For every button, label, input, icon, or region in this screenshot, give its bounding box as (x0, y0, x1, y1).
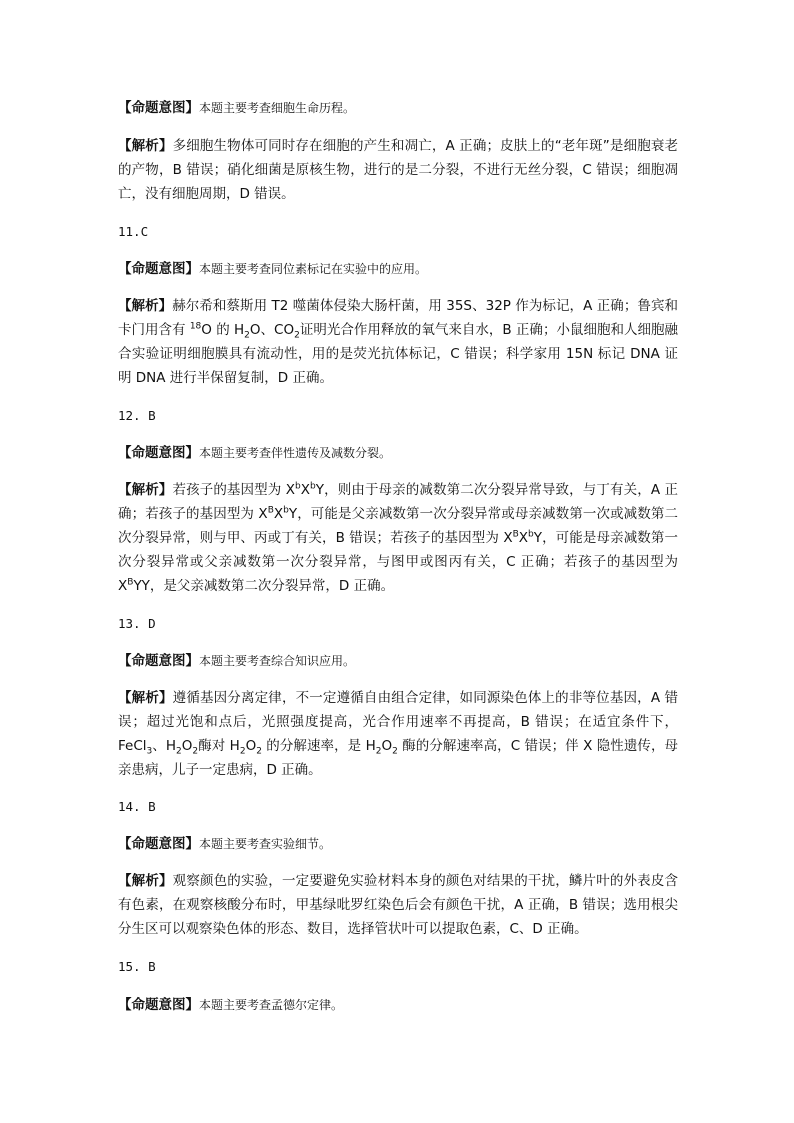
q11-analysis (118, 294, 678, 390)
analysis-text-part: X (273, 506, 284, 522)
analysis-text-part: 酶的分解速率高，C 错误；伴 X 隐性遗传，母亲患病，儿子一定患病，D 正确。 (118, 738, 679, 778)
analysis-text-part: 遵循基因分离定律，不一定遵循自由组合定律，如同源染色体上的非等位基因，A 错误；超过光饱和点后，光照强度提高，光合作用速率不再提高，B 错误；在适宜条件下，FeCl (118, 690, 679, 754)
superscript: b (310, 481, 316, 492)
superscript: b (295, 481, 301, 492)
subscript: 2 (239, 746, 246, 757)
subscript: 2 (192, 746, 199, 757)
intent-tag: 【命题意图】 (118, 445, 199, 461)
intent-tag: 【命题意图】 (118, 100, 199, 116)
analysis-text-part: 若孩子的基因型为 X (172, 482, 296, 498)
q13-intent (118, 649, 678, 673)
intent-text: 本题主要考查孟德尔定律。 (199, 998, 344, 1012)
subscript: 2 (244, 330, 250, 341)
intent-tag: 【命题意图】 (118, 836, 199, 852)
analysis-text-part: O 的 H (201, 322, 245, 338)
analysis-text-part: X (300, 482, 311, 498)
analysis-text-part: O、CO (249, 322, 295, 338)
intent-text: 本题主要考查伴性遗传及减数分裂。 (199, 446, 392, 460)
intent-text: 本题主要考查综合知识应用。 (199, 654, 356, 668)
analysis-text-part: 证明光合作用释放的氧气来自水，B 正确；小鼠细胞和人细胞融合实验证明细胞膜具有流动性，用的是荧光抗体标记，C 错误；科学家用 15N 标记 DNA 证明 DNA 进行半保留复制，D 正确。 (118, 322, 678, 386)
analysis-text-part: 赫尔希和蔡斯用 T2 噬菌体侵染大肠杆菌，用 35S、32P 作为标记，A 正确；鲁宾和卡门用含有 (118, 298, 679, 338)
analysis-text-part: 的分解速率，是 H (261, 738, 376, 754)
analysis-tag: 【解析】 (118, 690, 173, 706)
analysis-tag: 【解析】 (118, 138, 173, 154)
analysis-text-part: Y，则由于母亲的减数第二次分裂异常导致，与丁有关，A 正确；若孩子的基因型为 X (118, 482, 678, 522)
q10-intent (118, 96, 678, 120)
analysis-text-part: 酶对 H (198, 738, 240, 754)
superscript: B (127, 577, 134, 588)
q14-intent (118, 832, 678, 856)
intent-text: 本题主要考查实验细节。 (199, 837, 332, 851)
subscript: 3 (146, 746, 153, 757)
analysis-text: 多细胞生物体可同时存在细胞的产生和凋亡，A 正确；皮肤上的“老年斑”是细胞衰老的产物，B 错误；硝化细菌是原核生物，进行的是二分裂，不进行无丝分裂，C 错误；细胞凋亡，没有细胞周期，D 错误。 (118, 138, 679, 202)
analysis-tag: 【解析】 (118, 482, 173, 498)
subscript: 2 (256, 746, 262, 757)
analysis-text-part: O (245, 738, 257, 754)
analysis-tag: 【解析】 (118, 873, 173, 889)
q15-answer: 15. B (118, 959, 156, 974)
intent-text: 本题主要考查同位素标记在实验中的应用。 (199, 262, 428, 276)
intent-text: 本题主要考查细胞生命历程。 (199, 101, 356, 115)
analysis-text: 观察颜色的实验，一定要避免实验材料本身的颜色对结果的干扰，鳞片叶的外表皮含有色素，在观察核酸分布时，甲基绿吡罗红染色后会有颜色干扰，A 正确，B 错误；选用根尖分生区可以观察染色体的形态、数目，选择管状叶可以提取色素，C、D 正确。 (118, 873, 679, 937)
analysis-text-part: YY，是父亲减数第二次分裂异常，D 正确。 (133, 578, 395, 594)
superscript: 18 (189, 321, 202, 332)
superscript: B (267, 505, 274, 516)
q14-answer: 14. B (118, 799, 156, 814)
intent-tag: 【命题意图】 (118, 261, 199, 277)
q15-intent (118, 993, 678, 1017)
analysis-text-part: 、H (152, 738, 177, 754)
subscript: 2 (392, 746, 398, 757)
q10-analysis (118, 134, 678, 206)
superscript: B (512, 529, 519, 540)
q12-analysis (118, 478, 678, 598)
superscript: b (528, 529, 534, 540)
q14-analysis (118, 869, 678, 941)
intent-tag: 【命题意图】 (118, 653, 199, 669)
superscript: b (283, 505, 289, 516)
subscript: 2 (176, 746, 182, 757)
subscript: 2 (294, 330, 300, 341)
analysis-text-part: O (381, 738, 393, 754)
q11-answer: 11.C (118, 224, 149, 239)
analysis-text-part: O (181, 738, 193, 754)
subscript: 2 (375, 746, 382, 757)
q11-intent (118, 257, 678, 281)
q12-answer: 12. B (118, 408, 156, 423)
analysis-text-part: X (518, 530, 529, 546)
analysis-text-part: Y，可能是父亲减数第一次分裂异常或母亲减数第一次或减数第二次分裂异常，则与甲、丙或丁有关，B 错误；若孩子的基因型为 X (118, 506, 678, 546)
analysis-text-part: Y，可能是母亲减数第一次分裂异常或父亲减数第一次分裂异常，与图甲或图丙有关，C 正确；若孩子的基因型为 X (118, 530, 679, 594)
q12-intent (118, 441, 678, 465)
intent-tag: 【命题意图】 (118, 997, 199, 1013)
analysis-tag: 【解析】 (118, 298, 173, 314)
q13-answer: 13. D (118, 616, 156, 631)
q13-analysis (118, 686, 678, 782)
